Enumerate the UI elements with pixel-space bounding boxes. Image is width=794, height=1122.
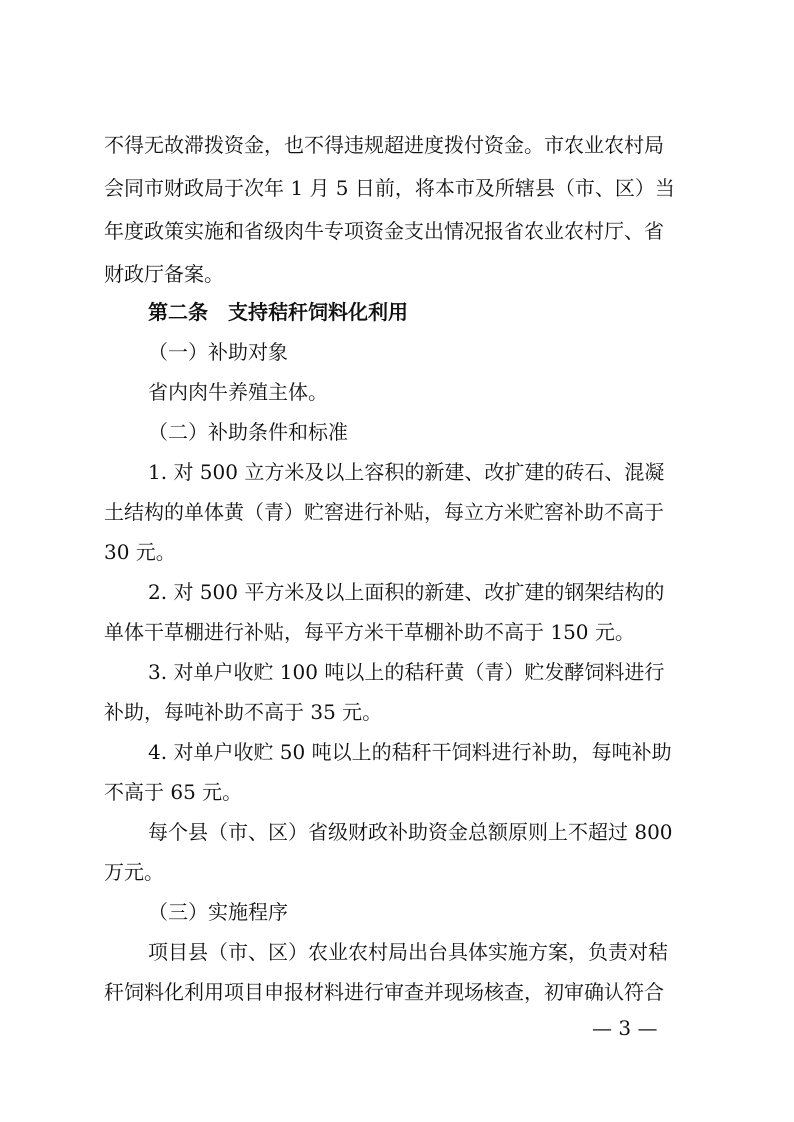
section-body-text: 省内肉牛养殖主体。 [148,380,328,404]
text-line: 秆饲料化利用项目申报材料进行审查并现场核查，初审确认符合 [104,980,664,1004]
section-title-text: （三）实施程序 [148,900,288,924]
text-line: 3. 对单户收贮 100 吨以上的秸秆黄（青）贮发酵饲料进行 [148,660,665,684]
text-line: 会同市财政局于次年 1 月 5 日前，将本市及所辖县（市、区）当 [104,176,675,200]
text-line: 单体干草棚进行补贴，每平方米干草棚补助不高于 150 元。 [104,620,635,644]
text-line: 补助，每吨补助不高于 35 元。 [104,700,383,724]
text-line: 项目县（市、区）农业农村局出台具体实施方案，负责对秸 [148,940,668,964]
text-line: 土结构的单体黄（青）贮窖进行补贴，每立方米贮窖补助不高于 [104,500,664,524]
text-line: 年度政策实施和省级肉牛专项资金支出情况报省农业农村厅、省 [104,219,664,243]
text-line: 30 元。 [104,540,176,564]
text-line: 每个县（市、区）省级财政补助资金总额原则上不超过 800 [148,820,673,844]
text-line: 不高于 65 元。 [104,780,243,804]
section-title-text: （一）补助对象 [148,340,288,364]
text-line: 不得无故滞拨资金，也不得违规超进度拨付资金。市农业农村局 [104,133,664,157]
text-line: 财政厅备案。 [104,262,224,286]
text-line: 万元。 [104,860,164,884]
text-line: 4. 对单户收贮 50 吨以上的秸秆干饲料进行补助，每吨补助 [148,740,672,764]
section-title-text: （二）补助条件和标准 [148,420,348,444]
text-line: 2. 对 500 平方米及以上面积的新建、改扩建的钢架结构的 [148,580,665,604]
page-number: — 3 — [592,1016,658,1040]
heading-text: 第二条 支持秸秆饲料化利用 [148,300,408,324]
text-line: 1. 对 500 立方米及以上容积的新建、改扩建的砖石、混凝 [148,460,665,484]
